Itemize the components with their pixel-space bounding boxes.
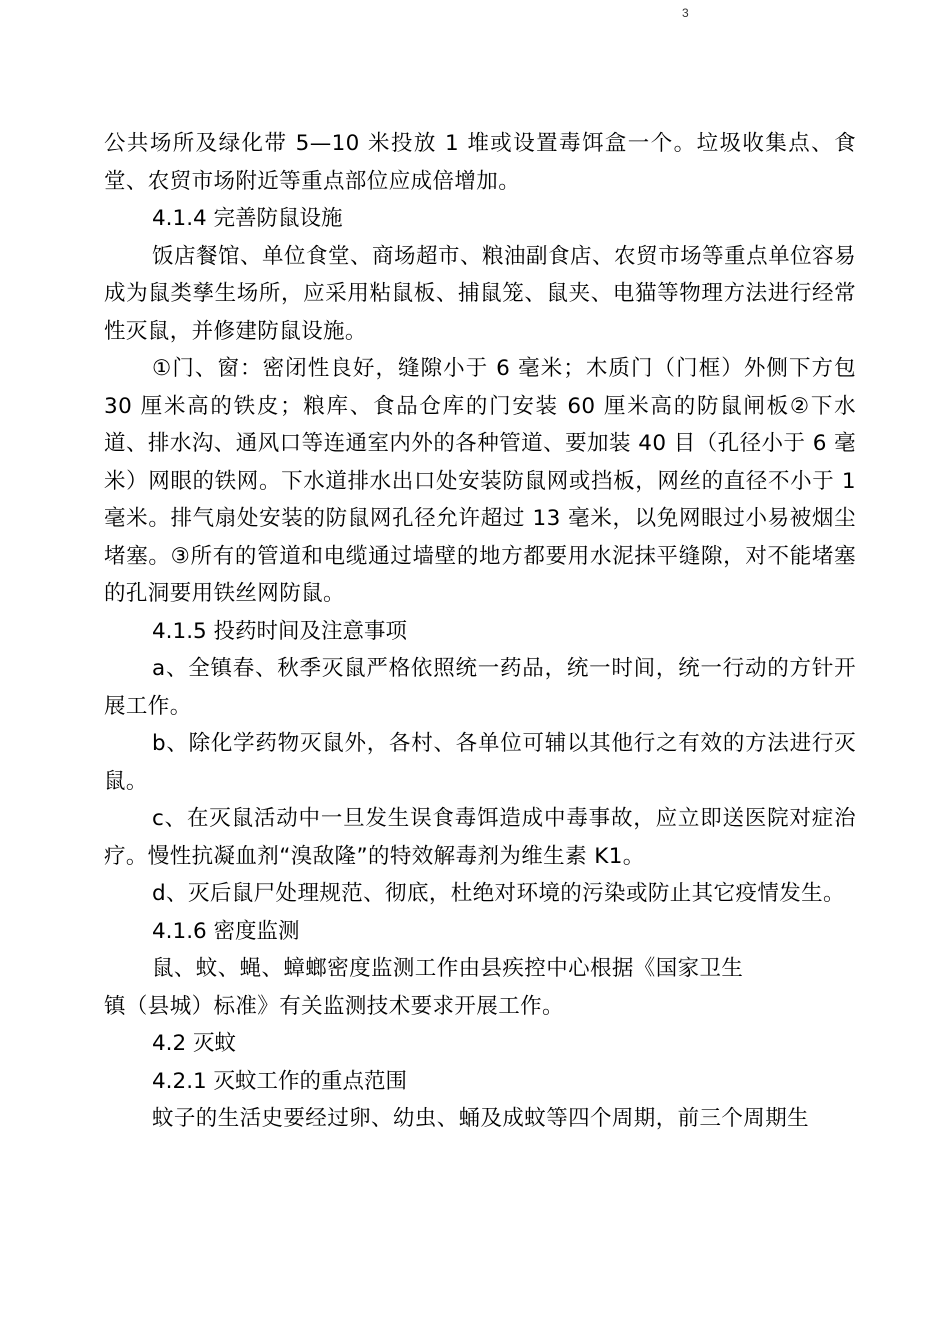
- paragraph: 公共场所及绿化带 5—10 米投放 1 堆或设置毒饵盒一个。垃圾收集点、食堂、农贸市场附近等重点部位应成倍增加。: [104, 131, 856, 194]
- paragraph: 蚊子的生活史要经过卵、幼虫、蛹及成蚊等四个周期，前三个周期生: [152, 1106, 810, 1131]
- paragraph-line: 镇（县城）标准》有关监测技术要求开展工作。: [104, 993, 564, 1019]
- section-heading: 4.2.1 灭蚊工作的重点范围: [152, 1068, 408, 1094]
- paragraph: a、全镇春、秋季灭鼠严格依照统一药品，统一时间，统一行动的方针开展工作。: [104, 656, 856, 719]
- section-heading: 4.1.6 密度监测: [152, 918, 300, 944]
- paragraph: d、灭后鼠尸处理规范、彻底，杜绝对环境的污染或防止其它疫情发生。: [152, 881, 845, 906]
- paragraph: b、除化学药物灭鼠外，各村、各单位可辅以其他行之有效的方法进行灭鼠。: [104, 731, 856, 794]
- section-heading: 4.1.4 完善防鼠设施: [152, 206, 343, 231]
- paragraph-split: [104, 950, 856, 1025]
- section-heading: 4.1.5 投药时间及注意事项: [152, 618, 408, 644]
- document-body: [104, 125, 856, 1138]
- paragraph-line: 鼠、蚊、蝇、蟑螂密度监测工作由县疾控中心根据《国家卫生: [152, 956, 744, 981]
- paragraph: ①门、窗：密闭性良好，缝隙小于 6 毫米；木质门（门框）外侧下方包 30 厘米高的铁皮；粮库、食品仓库的门安装 60 厘米高的防鼠闸板②下水道、排水沟、通风口等连通室内外的各种管道、要加装 40 目（孔径小于 6 毫米）网眼的铁网。下水道排水出口处安装防鼠网或挡板，网丝的直径不小于 1 毫米。排气扇处安装的防鼠网孔径允许超过 13 毫米，以免网眼过小易被烟尘堵塞。③所有的管道和电缆通过墙壁的地方都要用水泥抹平缝隙，对不能堵塞的孔洞要用铁丝网防鼠。: [104, 356, 856, 606]
- paragraph: c、在灭鼠活动中一旦发生误食毒饵造成中毒事故，应立即送医院对症治疗。慢性抗凝血剂“溴敌隆”的特效解毒剂为维生素 K1。: [104, 806, 856, 869]
- section-heading: 4.2 灭蚊: [152, 1031, 237, 1056]
- paragraph: 饭店餐馆、单位食堂、商场超市、粮油副食店、农贸市场等重点单位容易成为鼠类孳生场所，应采用粘鼠板、捕鼠笼、鼠夹、电猫等物理方法进行经常性灭鼠，并修建防鼠设施。: [104, 243, 856, 344]
- page-number: 3: [682, 6, 689, 20]
